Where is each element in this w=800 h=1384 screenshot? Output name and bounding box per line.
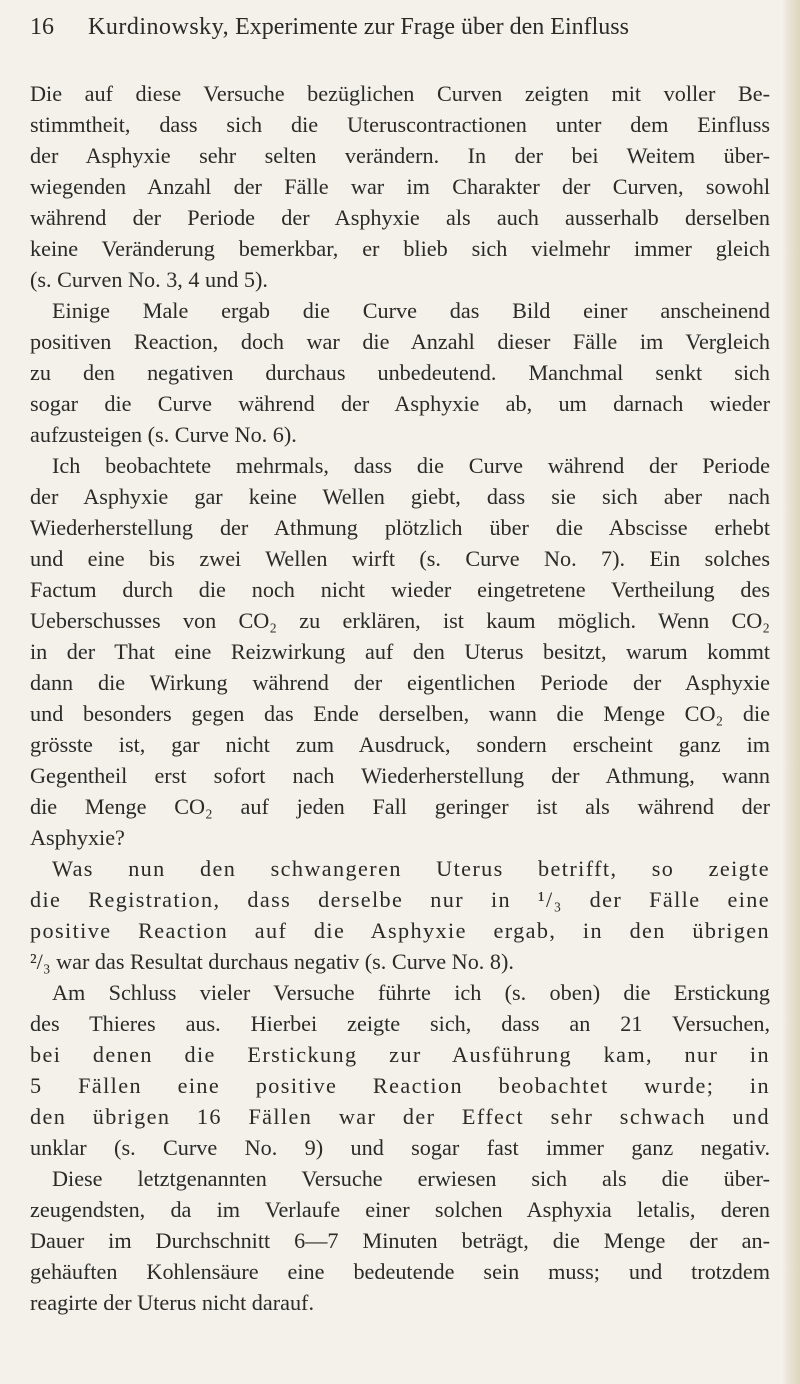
text-line: wiegenden Anzahl der Fälle war im Charakter der Curven, sowohl: [30, 174, 770, 199]
text-line: Gegentheil erst sofort nach Wiederherstellung der Athmung, wann: [30, 763, 770, 788]
text-line: des Thieres aus. Hierbei zeigte sich, dass an 21 Versuchen,: [30, 1011, 770, 1036]
text-line: der Asphyxie sehr selten verändern. In der bei Weitem über-: [30, 143, 770, 168]
text-line: der Asphyxie gar keine Wellen giebt, dass sie sich aber nach: [30, 484, 770, 509]
text-line: und eine bis zwei Wellen wirft (s. Curve No. 7). Ein solches: [30, 546, 770, 571]
text-line: Am Schluss vieler Versuche führte ich (s. oben) die Erstickung: [52, 980, 770, 1005]
text-line: stimmtheit, dass sich die Uteruscontractionen unter dem Einfluss: [30, 112, 770, 137]
text-line: Asphyxie?: [30, 825, 125, 850]
header-author: Kurdinowsky,: [88, 14, 230, 40]
text-line: positive Reaction auf die Asphyxie ergab, in den übrigen: [30, 918, 770, 943]
text-line: Ich beobachtete mehrmals, dass die Curve während der Periode: [52, 453, 770, 478]
text-line: dann die Wirkung während der eigentlichen Periode der Asphyxie: [30, 670, 770, 695]
text-line: Einige Male ergab die Curve das Bild einer anscheinend: [52, 298, 770, 323]
page-number: 16: [30, 14, 54, 40]
header-title: Experimente zur Frage über den Einfluss: [235, 14, 629, 40]
text-line: positiven Reaction, doch war die Anzahl dieser Fälle im Vergleich: [30, 329, 770, 354]
text-line: 5 Fällen eine positive Reaction beobachtet wurde; in: [30, 1073, 770, 1098]
text-line: die Registration, dass derselbe nur in ¹/₃ der Fälle eine: [30, 887, 770, 912]
text-line: (s. Curven No. 3, 4 und 5).: [30, 267, 268, 292]
text-line: den übrigen 16 Fällen war der Effect sehr schwach und: [30, 1104, 770, 1129]
text-line: Dauer im Durchschnitt 6—7 Minuten beträgt, die Menge der an-: [30, 1228, 770, 1253]
text-line: Ueberschusses von CO₂ zu erklären, ist kaum möglich. Wenn CO₂: [30, 608, 770, 633]
text-line: ²/₃ war das Resultat durchaus negativ (s. Curve No. 8).: [30, 949, 514, 974]
running-header: [30, 14, 770, 41]
text-line: reagirte der Uterus nicht darauf.: [30, 1290, 314, 1315]
text-line: unklar (s. Curve No. 9) und sogar fast immer ganz negativ.: [30, 1135, 770, 1160]
text-line: die Menge CO₂ auf jeden Fall geringer ist als während der: [30, 794, 770, 819]
body-text: [30, 78, 770, 1318]
text-line: Factum durch die noch nicht wieder eingetretene Vertheilung des: [30, 577, 770, 602]
text-line: sogar die Curve während der Asphyxie ab, um darnach wieder: [30, 391, 770, 416]
text-line: zeugendsten, da im Verlaufe einer solchen Asphyxia letalis, deren: [30, 1197, 770, 1222]
text-line: während der Periode der Asphyxie als auch ausserhalb derselben: [30, 205, 770, 230]
text-line: und besonders gegen das Ende derselben, wann die Menge CO₂ die: [30, 701, 770, 726]
text-line: Diese letztgenannten Versuche erwiesen sich als die über-: [52, 1166, 770, 1191]
text-line: keine Veränderung bemerkbar, er blieb sich vielmehr immer gleich: [30, 236, 770, 261]
text-line: grösste ist, gar nicht zum Ausdruck, sondern erscheint ganz im: [30, 732, 770, 757]
text-line: Was nun den schwangeren Uterus betrifft, so zeigte: [52, 856, 770, 881]
text-line: zu den negativen durchaus unbedeutend. Manchmal senkt sich: [30, 360, 770, 385]
page-edge-shadow: [782, 0, 800, 1384]
text-line: Die auf diese Versuche bezüglichen Curven zeigten mit voller Be-: [30, 81, 770, 106]
text-line: Wiederherstellung der Athmung plötzlich über die Abscisse erhebt: [30, 515, 770, 540]
text-line: in der That eine Reizwirkung auf den Uterus besitzt, warum kommt: [30, 639, 770, 664]
text-line: bei denen die Erstickung zur Ausführung kam, nur in: [30, 1042, 770, 1067]
text-line: gehäuften Kohlensäure eine bedeutende sein muss; und trotzdem: [30, 1259, 770, 1284]
text-line: aufzusteigen (s. Curve No. 6).: [30, 422, 297, 447]
